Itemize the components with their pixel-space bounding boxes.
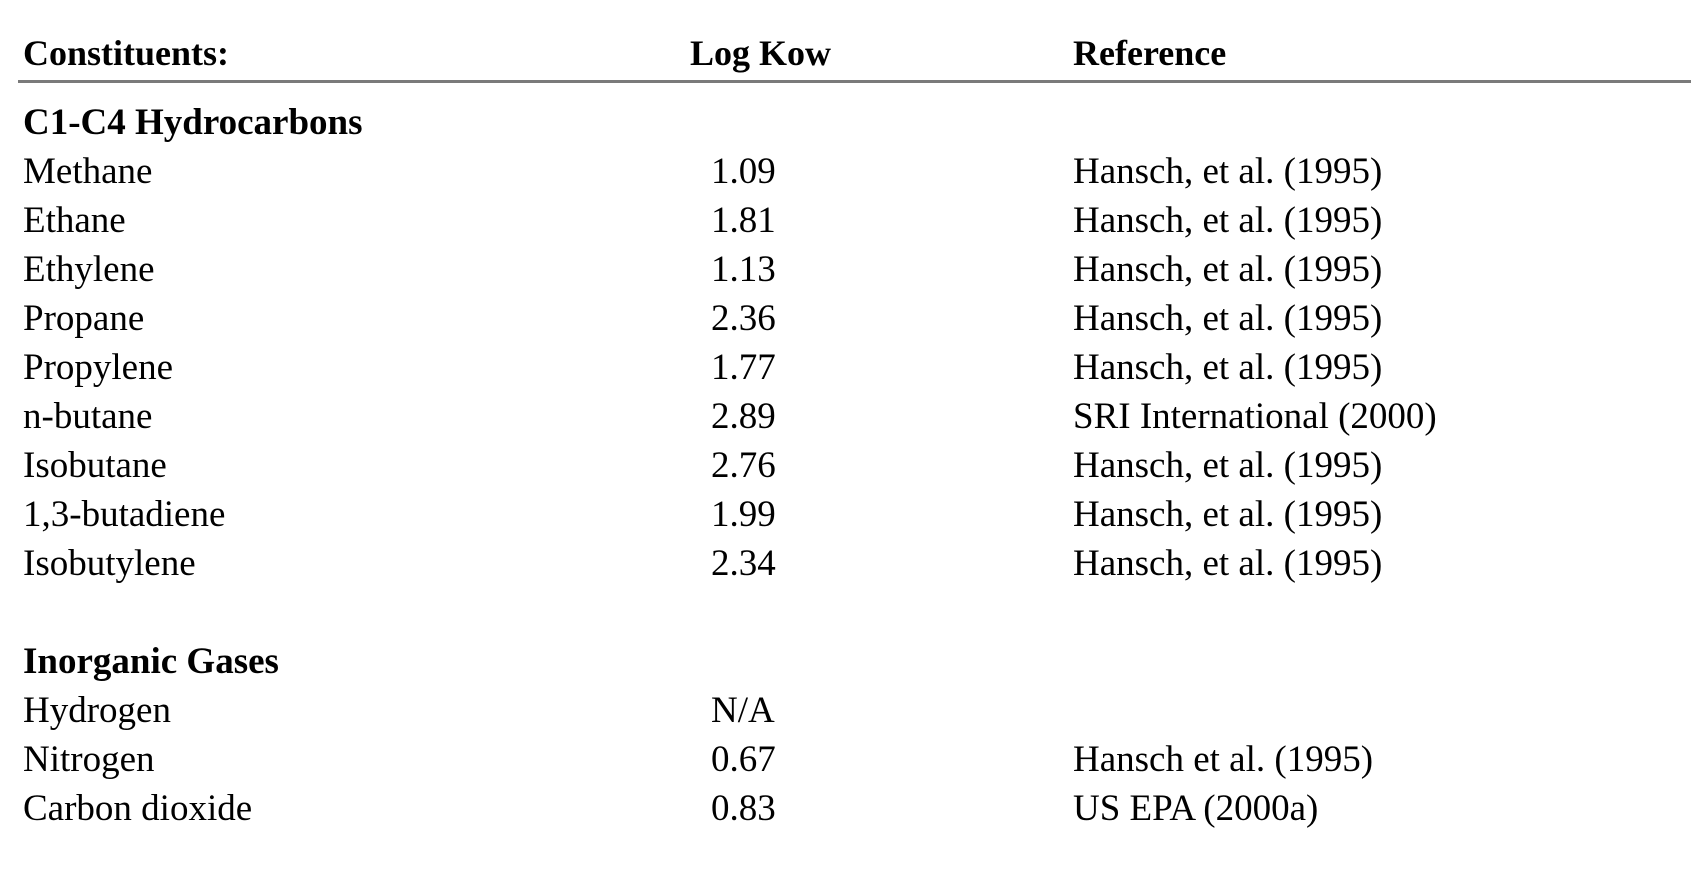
log-kow-value: N/A [711,690,775,731]
table-row [0,245,1691,294]
table-row [0,784,1691,833]
table-row [0,539,1691,588]
table-row [0,343,1691,392]
reference-text: Hansch et al. (1995) [1073,739,1374,780]
reference-text: Hansch, et al. (1995) [1073,445,1383,486]
constituent-name: Methane [23,151,153,192]
constituent-name: Isobutane [23,445,167,486]
reference-text: US EPA (2000a) [1073,788,1319,829]
section-title-inorganic-gases: Inorganic Gases [23,641,279,682]
log-kow-value: 1.77 [711,347,776,388]
log-kow-value: 1.81 [711,200,776,241]
log-kow-value: 2.76 [711,445,776,486]
section-title-hydrocarbons: C1-C4 Hydrocarbons [23,102,363,143]
reference-text: Hansch, et al. (1995) [1073,249,1383,290]
table-row [0,686,1691,735]
constituent-name: Ethylene [23,249,155,290]
log-kow-value: 2.34 [711,543,776,584]
header-rule [18,80,1691,83]
reference-text: Hansch, et al. (1995) [1073,347,1383,388]
constituent-name: 1,3-butadiene [23,494,226,535]
constituent-name: n-butane [23,396,153,437]
reference-text: Hansch, et al. (1995) [1073,200,1383,241]
constituent-name: Nitrogen [23,739,155,780]
log-kow-value: 2.36 [711,298,776,339]
header-constituents: Constituents: [23,33,230,73]
table-row [0,392,1691,441]
constituent-name: Propylene [23,347,174,388]
table-row [0,441,1691,490]
constituent-name: Propane [23,298,145,339]
log-kow-value: 1.99 [711,494,776,535]
header-reference: Reference [1073,33,1227,73]
section-gap [0,588,1691,637]
reference-text: SRI International (2000) [1073,396,1437,437]
constituent-name: Hydrogen [23,690,171,731]
log-kow-value: 0.83 [711,788,776,829]
constituent-name: Isobutylene [23,543,196,584]
log-kow-value: 0.67 [711,739,776,780]
reference-text: Hansch, et al. (1995) [1073,151,1383,192]
log-kow-value: 1.09 [711,151,776,192]
reference-text: Hansch, et al. (1995) [1073,298,1383,339]
log-kow-value: 1.13 [711,249,776,290]
table-row [0,735,1691,784]
table-body [0,98,1691,833]
header-log-kow: Log Kow [690,33,832,73]
table-row [0,147,1691,196]
reference-text: Hansch, et al. (1995) [1073,494,1383,535]
log-kow-value: 2.89 [711,396,776,437]
table-row [0,294,1691,343]
table-row [0,196,1691,245]
constituent-name: Carbon dioxide [23,788,253,829]
table-header [0,0,1691,86]
constituent-name: Ethane [23,200,126,241]
table-row [0,490,1691,539]
reference-text: Hansch, et al. (1995) [1073,543,1383,584]
